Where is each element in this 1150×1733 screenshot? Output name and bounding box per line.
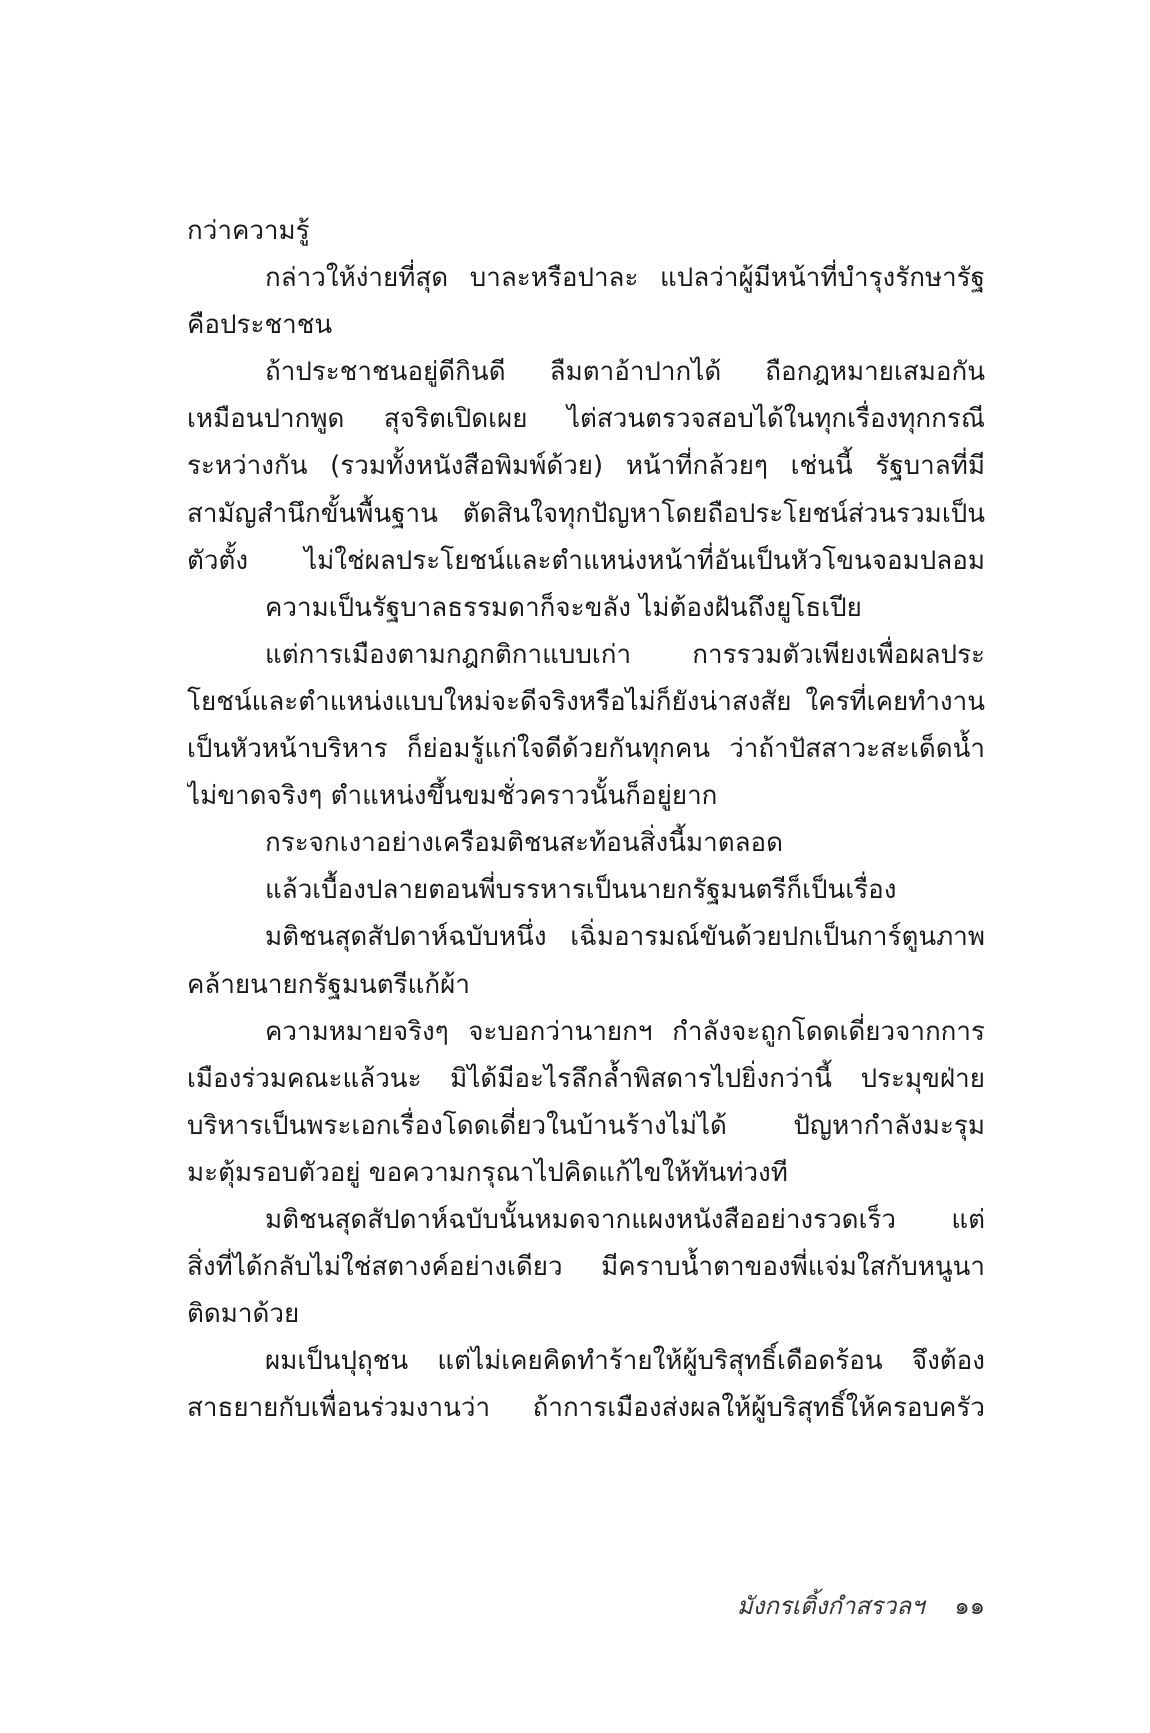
text-line: กระจกเงาอย่างเครือมติชนสะท้อนสิ่งนี้มาตลอด	[265, 828, 784, 859]
text-line: กว่าความรู้	[187, 216, 310, 246]
body-text	[187, 208, 985, 1432]
text-line: บริหารเป็นพระเอกเรื่องโดดเดี่ยวในบ้านร้างไม่ได้ ปัญหากำลังมะรุม	[187, 1110, 985, 1141]
page-number: ๑๑	[954, 1591, 985, 1620]
text-line: สิ่งที่ได้กลับไม่ใช่สตางค์อย่างเดียว มีคราบน้ำตาของพี่แจ่มใสกับหนูนา	[187, 1252, 985, 1283]
text-line: มติชนสุดสัปดาห์ฉบับนั้นหมดจากแผงหนังสืออย่างรวดเร็ว แต่	[265, 1204, 985, 1235]
text-line: มะตุ้มรอบตัวอยู่ ขอความกรุณาไปคิดแก้ไขให้ทันท่วงที	[187, 1157, 788, 1188]
text-line: โยชน์และตำแหน่งแบบใหม่จะดีจริงหรือไม่ก็ยังน่าสงสัย ใครที่เคยทำงาน	[187, 686, 985, 717]
text-line: สามัญสำนึกขั้นพื้นฐาน ตัดสินใจทุกปัญหาโดยถือประโยชน์ส่วนรวมเป็น	[187, 498, 985, 529]
text-line: ติดมาด้วย	[187, 1299, 300, 1330]
text-line: เมืองร่วมคณะแล้วนะ มิได้มีอะไรลึกล้ำพิสดารไปยิ่งกว่านี้ ประมุขฝ่าย	[187, 1063, 985, 1094]
text-line: ระหว่างกัน (รวมทั้งหนังสือพิมพ์ด้วย) หน้าที่กล้วยๆ เช่นนี้ รัฐบาลที่มี	[187, 451, 985, 482]
text-line: ตัวตั้ง ไม่ใช่ผลประโยชน์และตำแหน่งหน้าที่อันเป็นหัวโขนจอมปลอม	[187, 545, 985, 576]
running-title: มังกรเติ้งกำสรวลฯ	[736, 1591, 925, 1620]
text-line: แล้วเบื้องปลายตอนพี่บรรหารเป็นนายกรัฐมนตรีก็เป็นเรื่อง	[265, 875, 897, 906]
text-line: มติชนสุดสัปดาห์ฉบับหนึ่ง เฉิ่มอารมณ์ขันด้วยปกเป็นการ์ตูนภาพ	[265, 922, 985, 953]
text-line: คล้ายนายกรัฐมนตรีแก้ผ้า	[187, 969, 470, 1000]
text-line: ถ้าประชาชนอยู่ดีกินดี ลืมตาอ้าปากได้ ถือกฎหมายเสมอกัน	[265, 357, 985, 388]
text-line: ความหมายจริงๆ จะบอกว่านายกฯ กำลังจะถูกโดดเดี่ยวจากการ	[265, 1016, 985, 1047]
text-line: ความเป็นรัฐบาลธรรมดาก็จะขลัง ไม่ต้องฝันถึงยูโธเปีย	[265, 592, 862, 623]
text-line: เหมือนปากพูด สุจริตเปิดเผย ไต่สวนตรวจสอบได้ในทุกเรื่องทุกกรณี	[187, 404, 985, 435]
text-line: เป็นหัวหน้าบริหาร ก็ย่อมรู้แก่ใจดีด้วยกันทุกคน ว่าถ้าปัสสาวะสะเด็ดน้ำ	[187, 734, 985, 765]
text-line: กล่าวให้ง่ายที่สุด บาละหรือปาละ แปลว่าผู้มีหน้าที่บำรุงรักษารัฐ	[265, 263, 985, 294]
text-line: แต่การเมืองตามกฎกติกาแบบเก่า การรวมตัวเพียงเพื่อผลประ	[265, 639, 985, 670]
text-line: ผมเป็นปุถุชน แต่ไม่เคยคิดทำร้ายให้ผู้บริสุทธิ์เดือดร้อน จึงต้อง	[265, 1346, 985, 1377]
text-line: คือประชาชน	[187, 310, 333, 341]
text-line: ไม่ขาดจริงๆ ตำแหน่งขึ้นขมชั่วคราวนั้นก็อยู่ยาก	[187, 781, 718, 812]
page-footer	[600, 1585, 985, 1625]
text-line: สาธยายกับเพื่อนร่วมงานว่า ถ้าการเมืองส่งผลให้ผู้บริสุทธิ์ให้ครอบครัว	[187, 1393, 985, 1424]
